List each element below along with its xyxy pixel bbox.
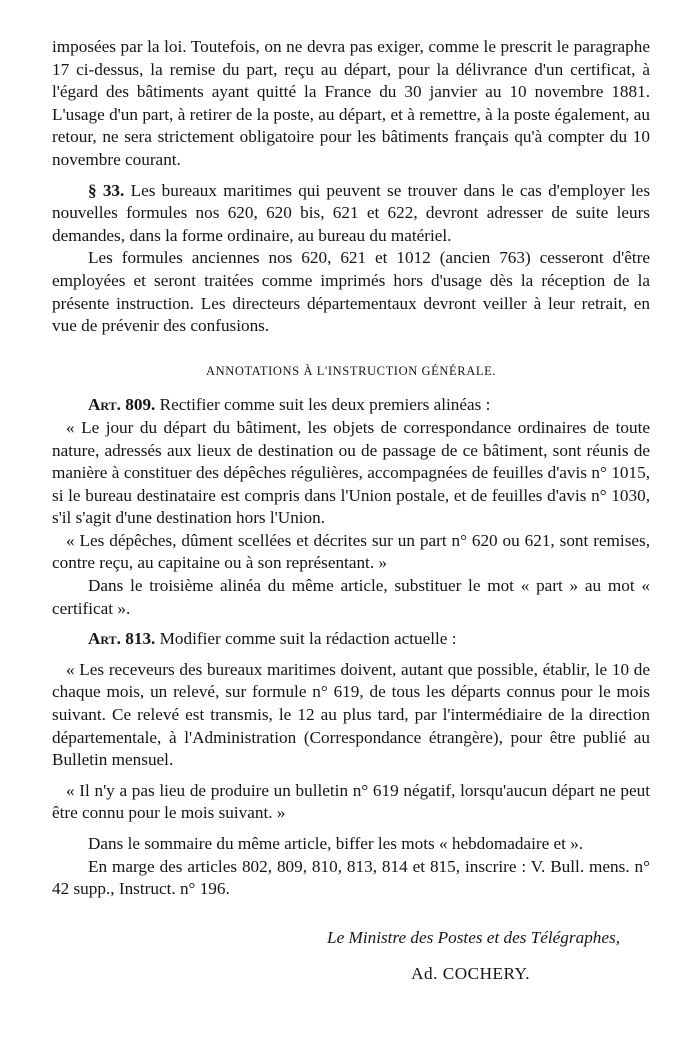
article-813-intro-line: [52, 628, 650, 651]
article-809-note: Dans le troisième alinéa du même article, substituer le mot « part » au mot « certificat ».: [52, 576, 650, 618]
article-813-quote-2: « Il n'y a pas lieu de produire un bulletin n° 619 négatif, lorsqu'aucun départ ne peut être connu pour le mois suivant. »: [52, 780, 650, 823]
signature-block: [52, 927, 650, 986]
paragraph-carryover: imposées par la loi. Toutefois, on ne devra pas exiger, comme le prescrit le paragraphe 17 ci-dessus, la remise du part, reçu au départ, pour la délivrance d'un certificat, à l'égard des bâtiments ayant quitté la France du 30 janvier au 10 novembre 1881. L'usage d'un part, à retirer de la poste, au départ, et à remettre, à la poste également, au retour, ne sera strictement obligatoire pour les bâtiments français qu'à compter du 10 novembre courant.: [52, 37, 650, 169]
article-813-intro: Modifier comme suit la rédaction actuelle :: [159, 629, 457, 649]
article-809-intro-line: [52, 394, 650, 417]
signature-name: Ad. COCHERY.: [411, 964, 530, 984]
article-813-margin-note: En marge des articles 802, 809, 810, 813, 814 et 815, inscrire : V. Bull. mens. n° 42 supp., Instruct. n° 196.: [52, 856, 650, 899]
section-text: Les bureaux maritimes qui peuvent se trouver dans le cas d'employer les nouvelles formules nos 620, 620 bis, 621 et 622, devront adresser de suite leurs demandes, dans la forme ordinaire, au bureau du matériel.: [52, 180, 651, 245]
section-heading: ANNOTATIONS À L'INSTRUCTION GÉNÉRALE.: [205, 363, 497, 378]
article-809-quote-2: « Les dépêches, dûment scellées et décrites sur un part n° 620 ou 621, sont remises, contre reçu, au capitaine ou à son représentant. »: [52, 530, 650, 573]
section-number: § 33.: [88, 180, 125, 200]
signature-minister: Le Ministre des Postes et des Télégraphes,: [327, 927, 620, 947]
article-813-label: Art. 813.: [88, 629, 156, 649]
paragraph-old-forms: Les formules anciennes nos 620, 621 et 1012 (ancien 763) cesseront d'être employées et seront traitées comme imprimés hors d'usage dès la réception de la présente instruction. Les directeurs départementaux devront veiller à leur retrait, en vue de prévenir des confusions.: [52, 248, 650, 336]
article-813-note: Dans le sommaire du même article, biffer les mots « hebdomadaire et ».: [88, 834, 584, 853]
article-813-quote-1: « Les receveurs des bureaux maritimes doivent, autant que possible, établir, le 10 de chaque mois, un relevé, sur formule n° 619, de tous les départs connus pour le mois suivant. Ce relevé est transmis, le 12 au plus tard, par l'intermédiaire de la direction départementale, à l'Administration (Correspondance étrangère), pour être publié au Bulletin mensuel.: [52, 659, 650, 770]
article-809-label: Art. 809.: [88, 395, 156, 415]
paragraph-section-33: [52, 180, 650, 248]
article-809-intro: Rectifier comme suit les deux premiers alinéas :: [159, 395, 491, 415]
article-809-quote-1: « Le jour du départ du bâtiment, les objets de correspondance ordinaires de toute nature, adressés aux lieux de destination ou de passage de ce bâtiment, sont réunis de manière à constituer des dépêches régulières, accompagnées de feuilles d'avis n° 1015, si le bureau destinataire est compris dans l'Union postale, et de feuilles d'avis n° 1030, s'il s'agit d'une destination hors l'Union.: [52, 417, 650, 528]
